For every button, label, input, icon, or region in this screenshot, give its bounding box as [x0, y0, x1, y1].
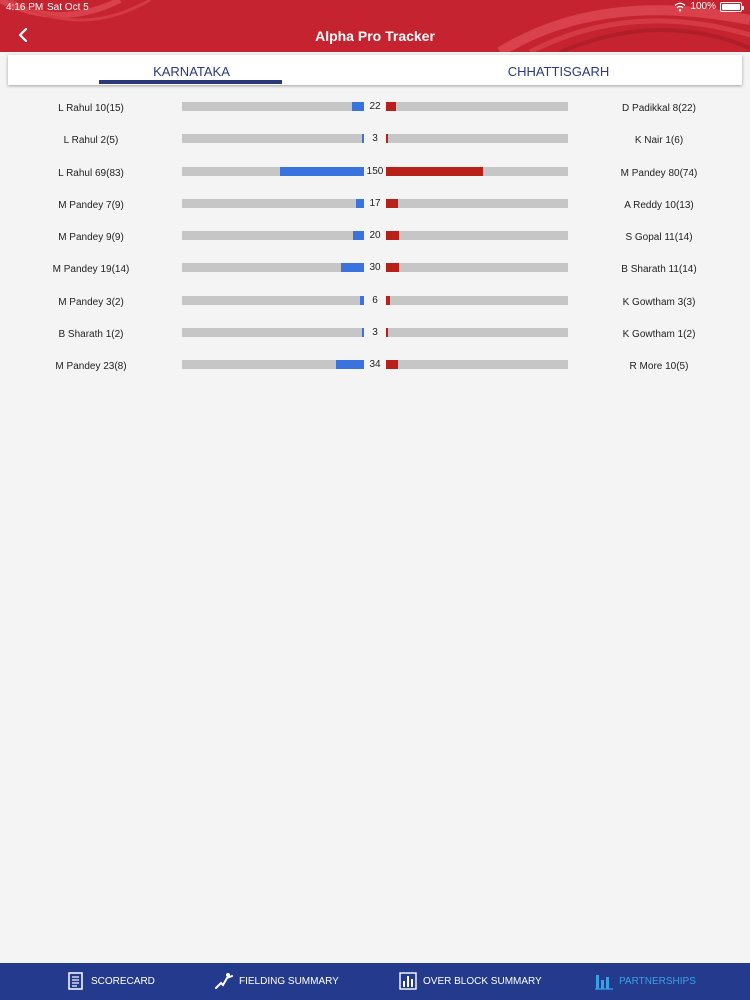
right-contribution-bar [386, 296, 568, 305]
partnership-total: 20 [369, 230, 381, 242]
partnership-total: 30 [369, 262, 381, 274]
left-contribution-bar [182, 231, 364, 240]
left-batter-label: M Pandey 9(9) [58, 232, 124, 244]
left-batter-label: M Pandey 7(9) [58, 199, 124, 211]
status-time: 4:16 PM [6, 2, 44, 13]
partnership-total: 34 [369, 359, 381, 371]
nav-partnerships-label: PARTNERSHIPS [619, 975, 696, 987]
left-contribution-bar [182, 167, 364, 176]
left-batter-label: M Pandey 19(14) [52, 264, 130, 276]
fielding-icon [215, 972, 233, 990]
partnership-row [0, 350, 750, 382]
page-title: Alpha Pro Tracker [315, 28, 435, 44]
partnership-row [0, 157, 750, 189]
right-contribution-fill [386, 231, 399, 240]
partnership-row [0, 253, 750, 285]
partnerships-list [0, 92, 750, 383]
nav-scorecard-label: SCORECARD [91, 975, 155, 987]
left-contribution-fill [341, 263, 364, 272]
partnership-total: 150 [366, 165, 384, 177]
partnership-row [0, 92, 750, 124]
right-contribution-fill [386, 328, 388, 337]
tab-chhattisgarh[interactable]: CHHATTISGARH [507, 64, 610, 79]
left-batter-label: M Pandey 23(8) [55, 361, 127, 373]
right-contribution-bar [386, 102, 568, 111]
left-batter-label: M Pandey 3(2) [58, 296, 124, 308]
right-contribution-bar [386, 134, 568, 143]
right-contribution-bar [386, 231, 568, 240]
right-batter-label: K Gowtham 1(2) [622, 329, 696, 341]
nav-partnerships[interactable] [595, 972, 696, 990]
right-batter-label: S Gopal 11(14) [625, 232, 693, 244]
right-contribution-fill [386, 263, 399, 272]
right-batter-label: K Nair 1(6) [634, 135, 684, 147]
right-contribution-fill [386, 167, 483, 176]
left-contribution-bar [182, 263, 364, 272]
left-batter-label: L Rahul 2(5) [63, 135, 119, 147]
right-contribution-fill [386, 199, 398, 208]
status-bar [0, 0, 750, 14]
partnership-total: 17 [369, 197, 381, 209]
partnership-total: 22 [369, 101, 381, 112]
left-contribution-bar [182, 360, 364, 369]
partnership-row [0, 124, 750, 156]
over-block-icon [399, 972, 417, 990]
left-contribution-fill [280, 167, 364, 176]
app-header [0, 0, 750, 52]
status-date: Sat Oct 5 [47, 2, 89, 13]
battery-percent: 100% [690, 1, 716, 12]
partnership-row [0, 189, 750, 221]
team-tabs [8, 55, 742, 85]
right-contribution-fill [386, 134, 388, 143]
nav-fielding-summary-label: FIELDING SUMMARY [239, 975, 339, 987]
right-batter-label: A Reddy 10(13) [624, 199, 694, 211]
right-contribution-bar [386, 167, 568, 176]
right-batter-label: K Gowtham 3(3) [622, 296, 696, 308]
right-contribution-bar [386, 328, 568, 337]
partnership-row [0, 221, 750, 253]
left-batter-label: B Sharath 1(2) [58, 329, 124, 341]
battery-icon [720, 2, 742, 12]
right-contribution-fill [386, 102, 396, 111]
left-contribution-bar [182, 199, 364, 208]
left-contribution-bar [182, 296, 364, 305]
nav-over-block-summary[interactable] [399, 972, 542, 990]
right-batter-label: R More 10(5) [629, 361, 689, 373]
partnership-total: 3 [372, 327, 378, 339]
left-contribution-bar [182, 134, 364, 143]
right-contribution-fill [386, 360, 398, 369]
left-batter-label: L Rahul 10(15) [58, 103, 124, 114]
right-batter-label: B Sharath 11(14) [621, 264, 697, 276]
nav-scorecard[interactable] [67, 972, 155, 990]
nav-over-block-summary-label: OVER BLOCK SUMMARY [423, 975, 542, 987]
left-contribution-fill [336, 360, 364, 369]
left-batter-label: L Rahul 69(83) [58, 167, 124, 179]
right-contribution-bar [386, 263, 568, 272]
left-contribution-bar [182, 328, 364, 337]
right-batter-label: D Padikkal 8(22) [622, 103, 696, 114]
partnership-total: 3 [372, 133, 378, 145]
left-contribution-fill [353, 231, 364, 240]
status-indicators [674, 1, 742, 12]
left-contribution-bar [182, 102, 364, 111]
scorecard-icon [67, 972, 85, 990]
left-contribution-fill [352, 102, 364, 111]
partnership-row [0, 286, 750, 318]
partnerships-icon [595, 972, 613, 990]
right-contribution-fill [386, 296, 390, 305]
right-contribution-bar [386, 360, 568, 369]
nav-fielding-summary[interactable] [215, 972, 339, 990]
left-contribution-fill [356, 199, 364, 208]
partnership-row [0, 318, 750, 350]
right-batter-label: M Pandey 80(74) [620, 167, 698, 179]
tab-karnataka[interactable]: KARNATAKA [8, 55, 375, 85]
wifi-icon [674, 2, 686, 12]
partnership-total: 6 [372, 294, 378, 306]
bottom-nav [0, 963, 750, 1000]
right-contribution-bar [386, 199, 568, 208]
